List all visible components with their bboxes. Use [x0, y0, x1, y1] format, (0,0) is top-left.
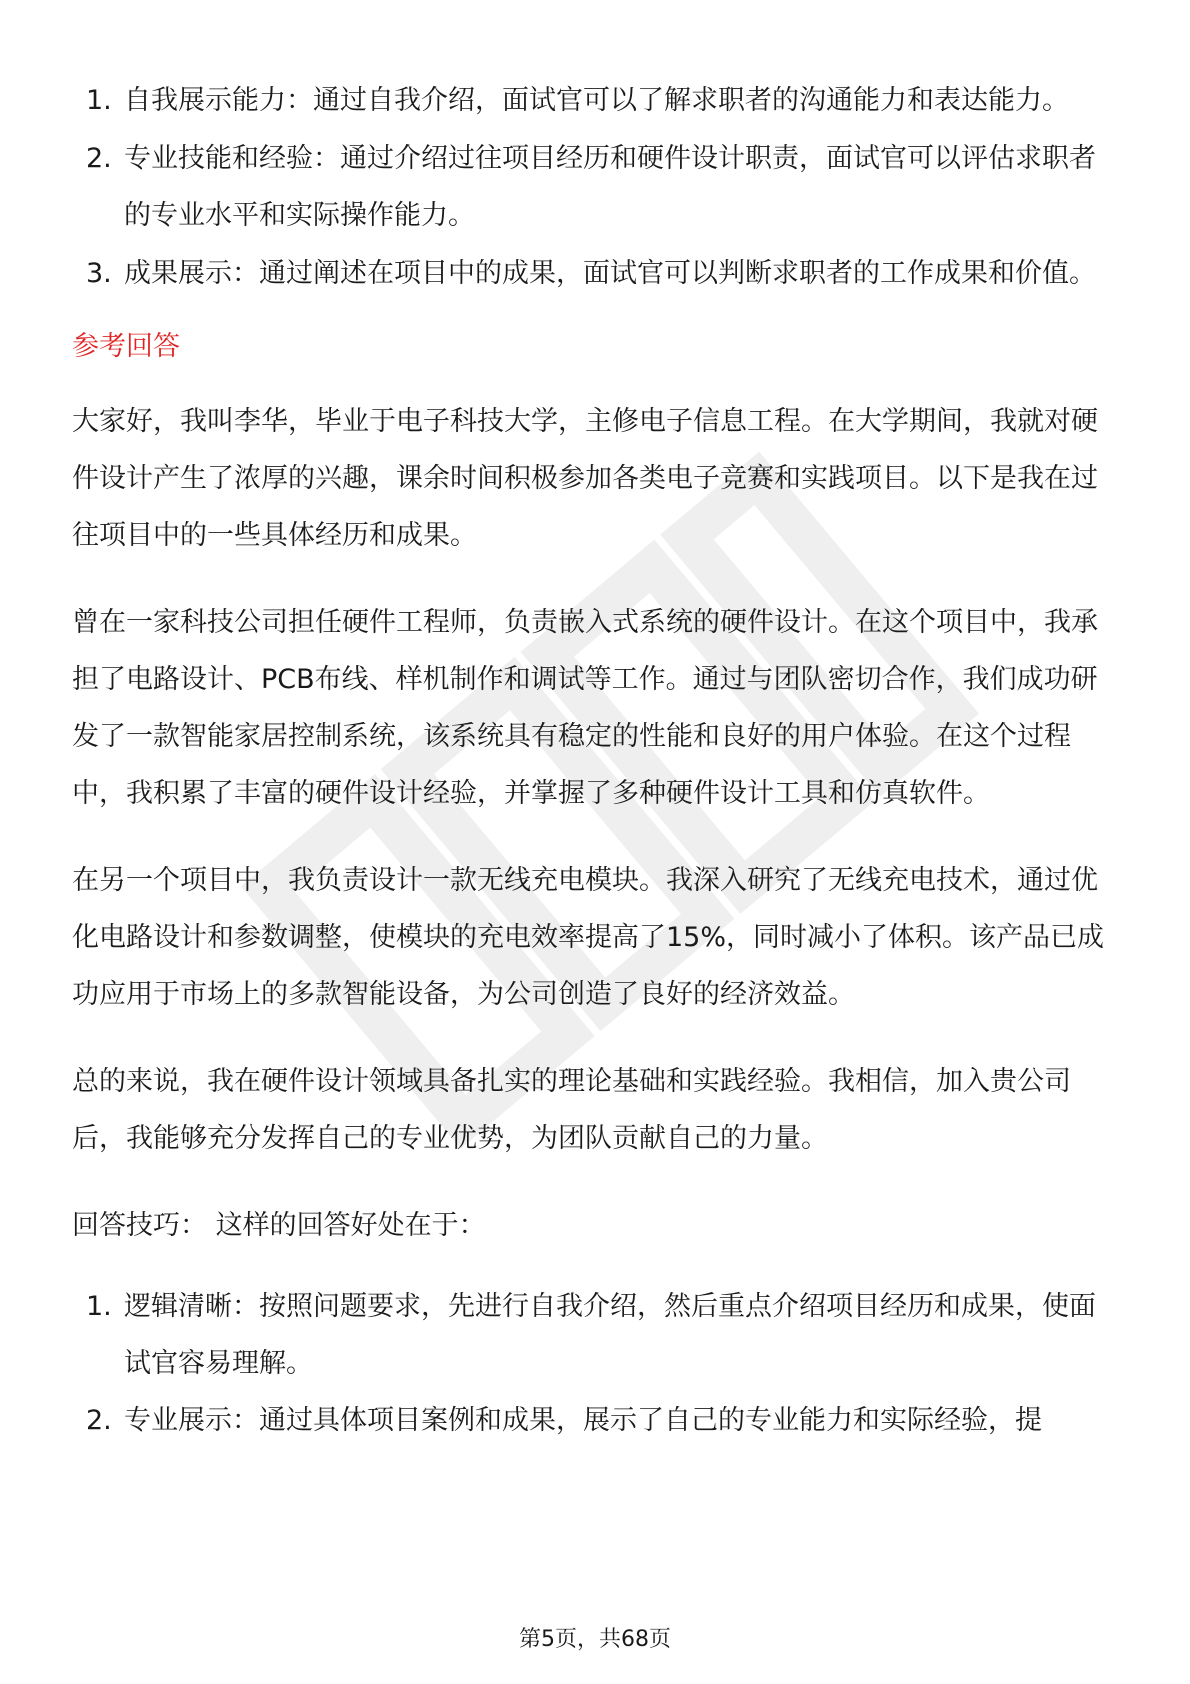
- list-item: [72, 130, 1122, 244]
- paragraph-summary: 总的来说，我在硬件设计领域具备扎实的理论基础和实践经验。我相信，加入贵公司后，我能够充分发挥自己的专业优势，为团队贡献自己的力量。: [72, 1066, 1071, 1154]
- list-item: [72, 1278, 1122, 1392]
- list-text: 专业展示：通过具体项目案例和成果，展示了自己的专业能力和实际经验，提: [124, 1405, 1042, 1436]
- page-content: [72, 72, 1122, 1449]
- list-number: 3.: [86, 258, 112, 289]
- list-text: 成果展示：通过阐述在项目中的成果，面试官可以判断求职者的工作成果和价值。: [124, 258, 1096, 289]
- bottom-list: [72, 1278, 1122, 1449]
- section-heading: 参考回答: [72, 331, 180, 362]
- list-item: [72, 1392, 1122, 1449]
- list-text: 专业技能和经验：通过介绍过往项目经历和硬件设计职责，面试官可以评估求职者的专业水平和实际操作能力。: [124, 143, 1096, 231]
- top-list: [72, 72, 1122, 302]
- list-item: [72, 72, 1122, 129]
- list-item: [72, 245, 1122, 302]
- page-footer: 第5页，共68页: [519, 1627, 671, 1652]
- list-text: 逻辑清晰：按照问题要求，先进行自我介绍，然后重点介绍项目经历和成果，使面试官容易理解。: [124, 1291, 1096, 1379]
- paragraph-intro: 大家好，我叫李华，毕业于电子科技大学，主修电子信息工程。在大学期间，我就对硬件设计产生了浓厚的兴趣，课余时间积极参加各类电子竞赛和实践项目。以下是我在过往项目中的一些具体经历和成果。: [72, 406, 1098, 551]
- tips-intro: 回答技巧： 这样的回答好处在于：: [72, 1210, 486, 1241]
- list-number: 1.: [86, 1291, 112, 1322]
- paragraph-project-one: 曾在一家科技公司担任硬件工程师，负责嵌入式系统的硬件设计。在这个项目中，我承担了电路设计、PCB布线、样机制作和调试等工作。通过与团队密切合作，我们成功研发了一款智能家居控制系统，该系统具有稳定的性能和良好的用户体验。在这个过程中，我积累了丰富的硬件设计经验，并掌握了多种硬件设计工具和仿真软件。: [72, 607, 1098, 809]
- paragraph-project-two: 在另一个项目中，我负责设计一款无线充电模块。我深入研究了无线充电技术，通过优化电路设计和参数调整，使模块的充电效率提高了15%，同时减小了体积。该产品已成功应用于市场上的多款智能设备，为公司创造了良好的经济效益。: [72, 865, 1105, 1010]
- list-text: 自我展示能力：通过自我介绍，面试官可以了解求职者的沟通能力和表达能力。: [124, 85, 1069, 116]
- list-number: 2.: [86, 143, 112, 174]
- list-number: 2.: [86, 1405, 112, 1436]
- list-number: 1.: [86, 85, 112, 116]
